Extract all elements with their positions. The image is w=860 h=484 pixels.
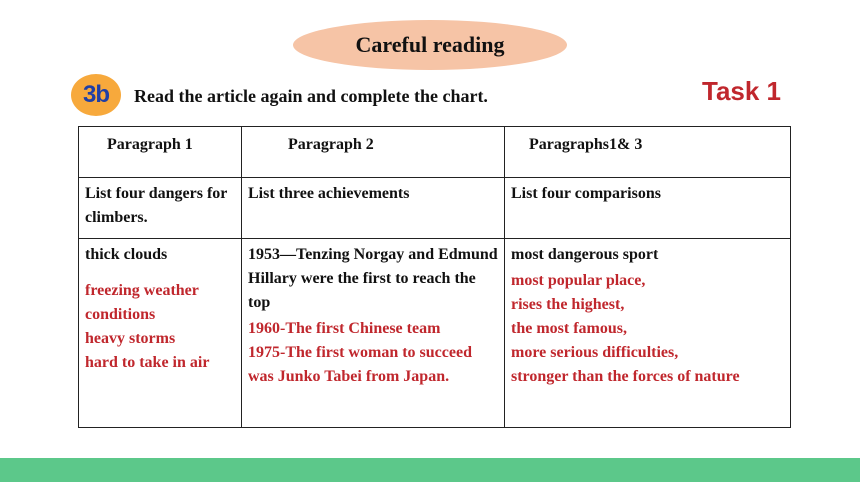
answer-text: stronger than the forces of nature bbox=[511, 368, 740, 385]
prompt-cell bbox=[505, 178, 791, 239]
prompt-text: List four comparisons bbox=[511, 185, 661, 202]
prompt-row bbox=[79, 178, 791, 239]
answer-text: heavy storms bbox=[85, 330, 176, 347]
given-text: thick clouds bbox=[85, 246, 168, 263]
prompt-cell bbox=[242, 178, 505, 239]
prompt-text: List three achievements bbox=[248, 185, 410, 202]
answer-cell-comparisons bbox=[505, 239, 791, 428]
task-label: Task 1 bbox=[702, 76, 782, 106]
spacer bbox=[85, 267, 235, 279]
answer-cell-dangers bbox=[79, 239, 242, 428]
section-title bbox=[293, 20, 567, 70]
bottom-bar bbox=[0, 458, 860, 482]
answer-text: freezing weather conditions bbox=[85, 282, 199, 323]
header-cell-paragraph-1 bbox=[79, 127, 242, 178]
instruction-text: Read the article again and complete the chart. bbox=[134, 86, 488, 106]
header-text: Paragraph 1 bbox=[107, 136, 193, 153]
header-text: Paragraph 2 bbox=[288, 136, 374, 153]
header-text: Paragraphs1& 3 bbox=[529, 136, 643, 153]
exercise-badge bbox=[71, 74, 121, 116]
answer-cell-achievements bbox=[242, 239, 505, 428]
answer-text: hard to take in air bbox=[85, 354, 210, 371]
header-cell-paragraph-2 bbox=[242, 127, 505, 178]
prompt-text: List four dangers for climbers. bbox=[85, 185, 228, 226]
header-cell-paragraphs-1-3 bbox=[505, 127, 791, 178]
answer-row bbox=[79, 239, 791, 428]
reading-chart bbox=[78, 126, 791, 428]
given-text: most dangerous sport bbox=[511, 246, 659, 263]
header-row bbox=[79, 127, 791, 178]
given-text: 1953—Tenzing Norgay and Edmund Hillary were the first to reach the top bbox=[248, 246, 498, 311]
exercise-badge-label: 3b bbox=[82, 81, 109, 108]
answer-text: most popular place, bbox=[511, 272, 646, 289]
answer-text: the most famous, bbox=[511, 320, 627, 337]
answer-text: more serious difficulties, bbox=[511, 344, 679, 361]
answer-text: 1960-The first Chinese team bbox=[248, 320, 441, 337]
prompt-cell bbox=[79, 178, 242, 239]
section-title-text: Careful reading bbox=[355, 32, 505, 57]
answer-text: 1975-The first woman to succeed was Junko Tabei from Japan. bbox=[248, 344, 472, 385]
answer-text: rises the highest, bbox=[511, 296, 625, 313]
